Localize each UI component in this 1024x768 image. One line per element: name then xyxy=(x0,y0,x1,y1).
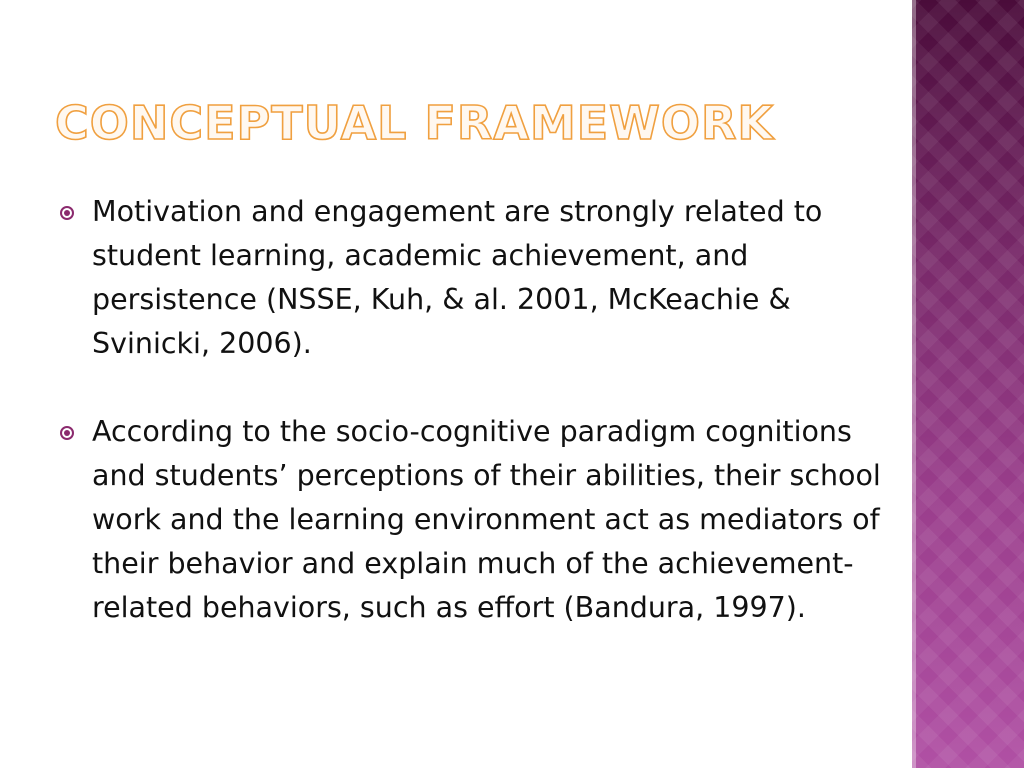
target-bullet-icon xyxy=(60,426,74,440)
bullet-item xyxy=(60,190,900,366)
target-bullet-icon xyxy=(60,206,74,220)
slide-title: CONCEPTUAL FRAMEWORK xyxy=(55,96,775,150)
bullet-text: According to the socio-cognitive paradigm cognitions and students’ perceptions of their abilities, their school work and the learning environment act as mediators of their behavior and explain much of the achievement-related behaviors, such as effort (Bandura, 1997). xyxy=(92,415,881,624)
bullet-item xyxy=(60,410,900,630)
bullet-text: Motivation and engagement are strongly related to student learning, academic achievement, and persistence (NSSE, Kuh, & al. 2001, McKeachie & Svinicki, 2006). xyxy=(92,195,823,360)
decorative-side-band xyxy=(912,0,1024,768)
bullet-list xyxy=(60,190,900,630)
